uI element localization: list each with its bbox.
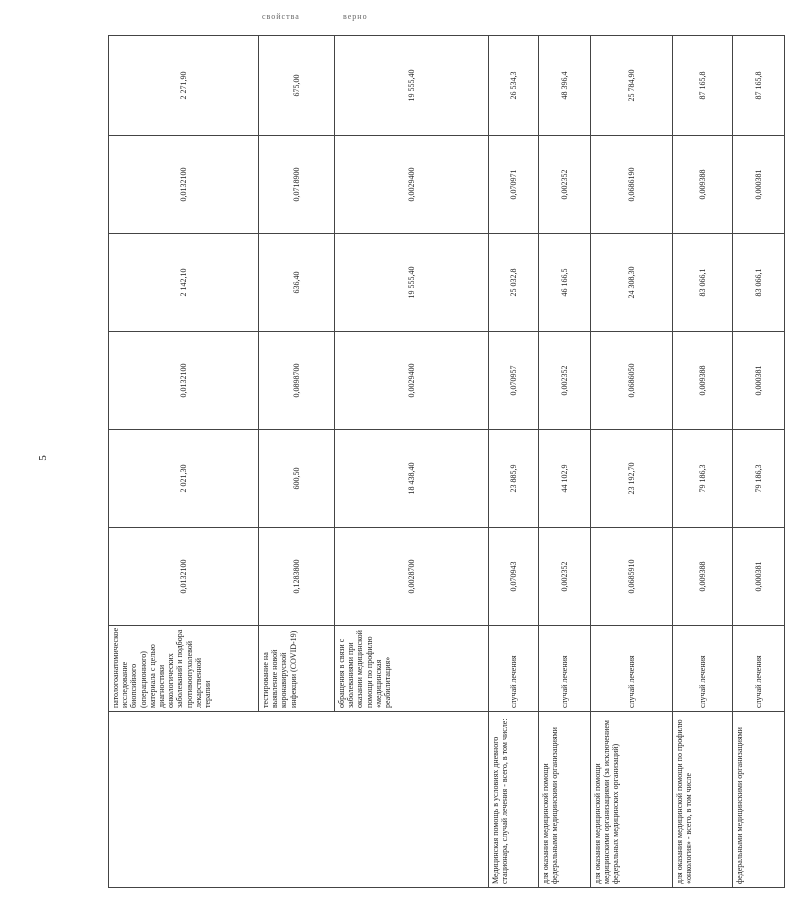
table-cell-value: 87 165,8 [733, 36, 785, 136]
row-label: для оказания медицинской помощи федеральными медицинскими организациями [539, 712, 591, 888]
table-row [673, 36, 733, 888]
table-cell-value: 79 186,3 [733, 430, 785, 528]
table-cell-value: 25 032,8 [489, 234, 539, 332]
table-row [733, 36, 785, 888]
table-row [591, 36, 673, 888]
table-cell-value: 0,009388 [673, 332, 733, 430]
table-row [539, 36, 591, 888]
table-cell-value: 23 885,9 [489, 430, 539, 528]
table-cell-value: 0,0898700 [259, 332, 335, 430]
row-label: федеральными медицинскими организациями [733, 712, 785, 888]
table-cell-value: 19 555,40 [335, 234, 489, 332]
table-cell-value: 0,002352 [539, 528, 591, 626]
page-number: 5 [36, 455, 49, 461]
table-cell-value: 0,1283800 [259, 528, 335, 626]
sub-item-label: обращения в связи с заболеваниями при оказании медицинской помощи по профилю «медицинская реабилитация» [335, 626, 489, 712]
table-cell-value: 0,0686190 [591, 136, 673, 234]
table-cell-value: 0,070971 [489, 136, 539, 234]
table-cell-value: 0,0029400 [335, 332, 489, 430]
table-cell-value: 600,50 [259, 430, 335, 528]
table-cell-value: 0,0685910 [591, 528, 673, 626]
table-cell-value: 636,40 [259, 234, 335, 332]
table-cell-value: 0,0132100 [109, 332, 259, 430]
table-cell-value: 2 271,90 [109, 36, 259, 136]
unit-label: случай лечения [733, 626, 785, 712]
row-label: для оказания медицинской помощи медицинскими организациями (за исключением федеральных медицинских организаций) [591, 712, 673, 888]
table-cell-value: 19 555,40 [335, 36, 489, 136]
table-cell-value: 0,0029400 [335, 136, 489, 234]
sub-item-label: патологоанатомическое исследование биопсийного (операционного) материала с целью диагностики онкологических заболеваний и подбора противоопухолевой лекарственной терапии [109, 626, 259, 712]
table-cell-value: 0,000381 [733, 528, 785, 626]
row-label: Медицинская помощь в условиях дневного стационара, случай лечения - всего, в том числе: [489, 712, 539, 888]
table-body [109, 36, 785, 888]
table-cell-value: 0,070943 [489, 528, 539, 626]
stamp-mark: свойства [262, 12, 300, 21]
unit-label: случай лечения [591, 626, 673, 712]
tariff-table [108, 35, 785, 888]
table-row [489, 36, 539, 888]
table-cell-value: 675,00 [259, 36, 335, 136]
table-cell-value: 79 186,3 [673, 430, 733, 528]
table-cell-value: 2 021,30 [109, 430, 259, 528]
table-cell-value: 0,0132100 [109, 136, 259, 234]
table-cell-value: 25 784,90 [591, 36, 673, 136]
table-cell-value: 0,0718900 [259, 136, 335, 234]
unit-label: случай лечения [673, 626, 733, 712]
stamp-mark: верно [343, 12, 368, 21]
unit-label: случай лечения [539, 626, 591, 712]
table-cell-value: 0,070957 [489, 332, 539, 430]
table-cell-value: 0,000381 [733, 332, 785, 430]
table-cell-value: 0,0132100 [109, 528, 259, 626]
table-cell-value: 0,002352 [539, 332, 591, 430]
row-label: для оказания медицинской помощи по профилю «онкология» - всего, в том числе [673, 712, 733, 888]
table-cell-value: 46 166,5 [539, 234, 591, 332]
table-cell-value: 83 066,1 [733, 234, 785, 332]
table-cell-value: 26 534,3 [489, 36, 539, 136]
table-cell-value: 0,002352 [539, 136, 591, 234]
table-cell-value: 48 396,4 [539, 36, 591, 136]
table-cell-value: 87 165,8 [673, 36, 733, 136]
table-cell-value: 2 142,10 [109, 234, 259, 332]
table-cell-value: 44 102,9 [539, 430, 591, 528]
table-cell-value: 83 066,1 [673, 234, 733, 332]
table-cell-value: 0,0686050 [591, 332, 673, 430]
table-cell-value: 24 308,30 [591, 234, 673, 332]
table-cell-value: 0,009388 [673, 136, 733, 234]
row-label [109, 712, 489, 888]
table-cell-value: 23 192,70 [591, 430, 673, 528]
table-cell-value: 0,0028700 [335, 528, 489, 626]
unit-label: случай лечения [489, 626, 539, 712]
table-cell-value: 18 438,40 [335, 430, 489, 528]
table-cell-value: 0,009388 [673, 528, 733, 626]
sub-item-label: тестирование на выявление новой коронавирусной инфекции (COVID-19) [259, 626, 335, 712]
rotated-table-container [108, 36, 763, 888]
table-row [109, 36, 259, 888]
table-cell-value: 0,000381 [733, 136, 785, 234]
